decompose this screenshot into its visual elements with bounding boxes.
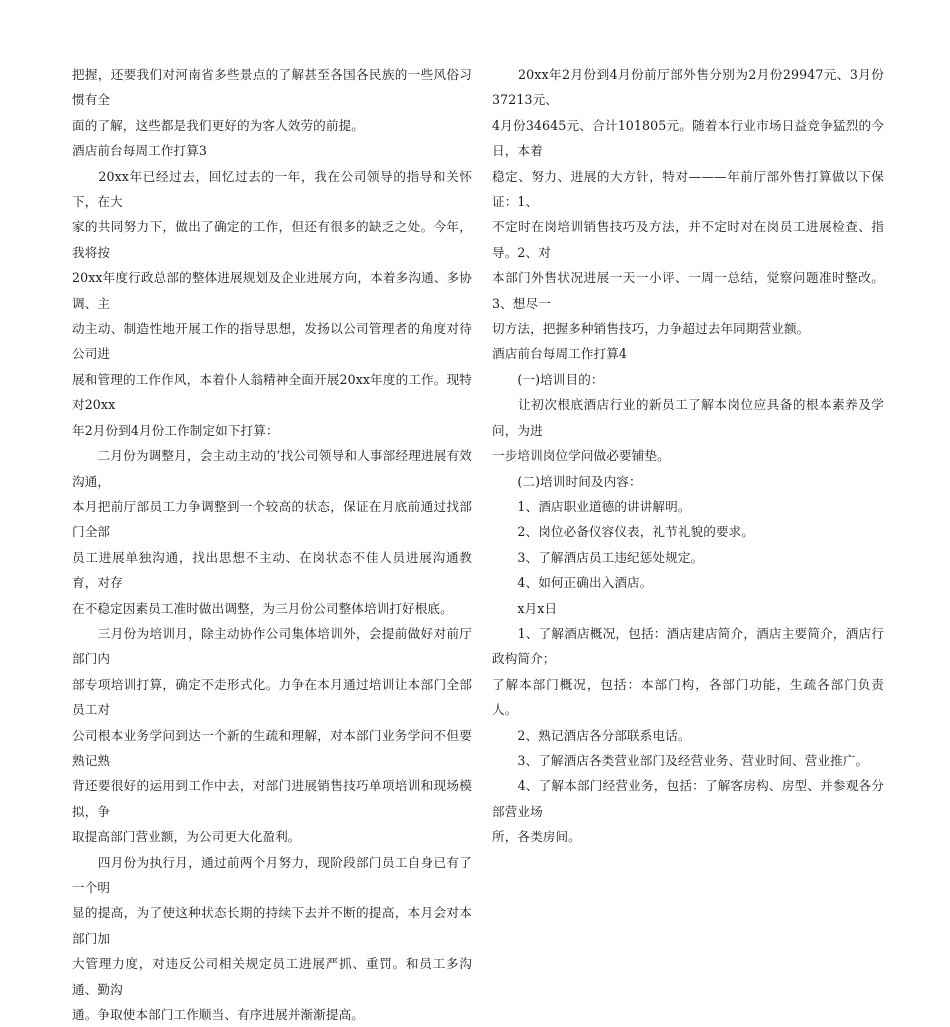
list-item: 1、酒店职业道德的讲讲解明。 xyxy=(492,498,691,514)
paragraph: 20xx年2月份到4月份前厅部外售分别为2月份29947元、3月份37213元、 4月份34645元、合计101805元。随着本行业市场日益竞争猛烈的今日，本着 稳定、努力、进展的大方针，特对———年前厅部外售打算做以下保证：1、 不定时在岗培训销售技巧及方法，并不定时对在岗员工进展检查、指导。2、对 本部门外售状况进展一天一小评、一周一总结，觉察问题准时整改。3、想尽一 切方法，把握多种销售技巧，力争超过去年同期营业额。 xyxy=(492,67,884,337)
list-item: 3、了解酒店员工违纪惩处规定。 xyxy=(492,549,704,565)
right-column xyxy=(492,62,884,850)
list-item: 1、了解酒店概况，包括：酒店建店简介，酒店主要简介，酒店行政构简介； 了解本部门概况，包括：本部门构，各部门功能，生疏各部门负责人。 xyxy=(492,625,884,718)
section-heading: 酒店前台每周工作打算3 xyxy=(72,143,208,159)
list-item: 3、了解酒店各类营业部门及经营业务、营业时间、营业推广。 xyxy=(492,752,869,768)
list-item: 4、了解本部门经营业务，包括：了解客房构、房型、并参观各分部营业场 所，各类房间。 xyxy=(492,778,884,845)
paragraph: 三月份为培训月，除主动协作公司集体培训外，会提前做好对前厅部门内 部专项培训打算，确定不走形式化。力争在本月通过培训让本部门全部员工对 公司根本业务学问到达一个新的生疏和理解，对本部门业务学问不但要熟记熟 背还要很好的运用到工作中去，对部门进展销售技巧单项培训和现场模拟，争 取提高部门营业额，为公司更大化盈利。 xyxy=(72,625,472,845)
paragraph: 20xx年已经过去，回忆过去的一年，我在公司领导的指导和关怀下，在大 家的共同努力下，做出了确定的工作，但还有很多的缺乏之处。今年，我将按 20xx年度行政总部的整体进展规划及企业进展方向，本着多沟通、多协调、主 动主动、制造性地开展工作的指导思想，发扬以公司管理者的角度对待公司进 展和管理的工作作风，本着仆人翁精神全面开展20xx年度的工作。现特对20xx 年2月份到4月份工作制定如下打算： xyxy=(72,168,472,438)
paragraph: (二)培训时间及内容： xyxy=(492,473,642,489)
paragraph: 让初次根底酒店行业的新员工了解本岗位应具备的根本素养及学问，为进 一步培训岗位学问做必要铺垫。 xyxy=(492,397,884,464)
paragraph: 把握，还要我们对河南省多些景点的了解甚至各国各民族的一些风俗习惯有全 面的了解，这些都是我们更好的为客人效劳的前提。 xyxy=(72,67,472,133)
list-item: 2、熟记酒店各分部联系电话。 xyxy=(492,727,691,743)
paragraph: 四月份为执行月，通过前两个月努力，现阶段部门员工自身已有了一个明 显的提高，为了使这种状态长期的持续下去并不断的提高，本月会对本部门加 大管理力度，对违反公司相关规定员工进展严抓、重罚。和员工多沟通、勤沟 通。争取使本部门工作顺当、有序进展并渐渐提高。 xyxy=(72,854,472,1023)
paragraph: 二月份为调整月，会主动主动的’找公司领导和人事部经理进展有效沟通， 本月把前厅部员工力争调整到一个较高的状态，保证在月底前通过找部门全部 员工进展单独沟通，找出思想不主动、在岗状态不佳人员进展沟通教育，对存 在不稳定因素员工准时做出调整，为三月份公司整体培训打好根底。 xyxy=(72,448,472,616)
list-item: 4、如何正确出入酒店。 xyxy=(492,575,653,591)
date-line: x月x日 xyxy=(492,600,558,616)
list-item: 2、岗位必备仪容仪表，礼节礼貌的要求。 xyxy=(492,524,754,540)
paragraph: (一)培训目的： xyxy=(492,371,604,387)
left-column xyxy=(72,62,472,1027)
section-heading: 酒店前台每周工作打算4 xyxy=(492,346,628,362)
